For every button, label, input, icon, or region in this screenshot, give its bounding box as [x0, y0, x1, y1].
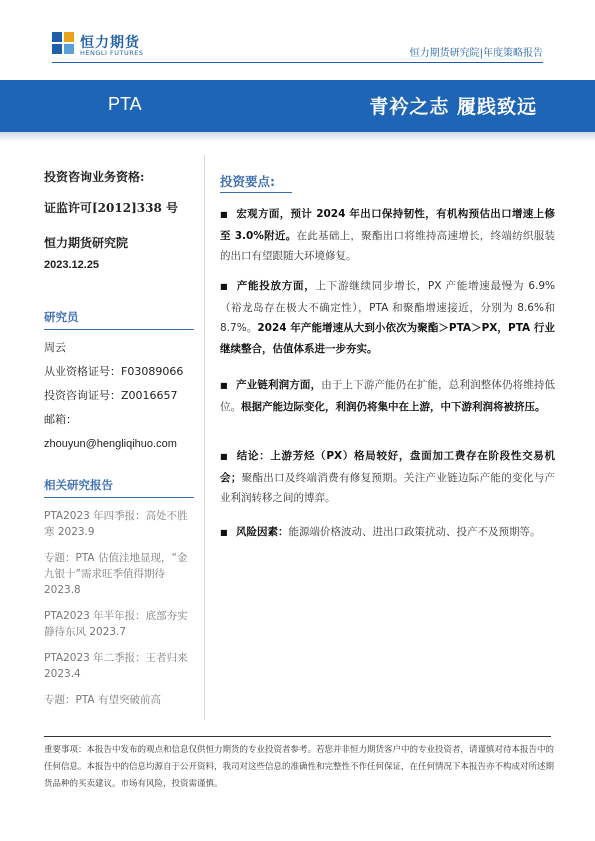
bullet-icon: ■ — [220, 381, 228, 390]
advisory-license: 投资咨询证号：Z0016657 — [44, 389, 178, 402]
key-point-text: 上下游继续同步增长，PX 产能增速最慢为 6.9%（裕龙岛存在极大不确定性），PTA 和聚酯增速接近，分别为 8.6%和 8.7%。 — [220, 280, 556, 334]
email-address[interactable]: zhouyun@hengliqihuo.com — [44, 438, 177, 450]
key-points-title: 投资要点: — [220, 174, 275, 189]
institute-name: 恒力期货研究院 — [44, 236, 129, 250]
key-point-bold: 宏观方面，预计 2024 年出口保持韧性，有机构预估出口增速上修至 3.0%附近。 — [220, 208, 555, 242]
key-point-bold: 产能投放方面， — [236, 280, 316, 292]
key-point-bold: 结论：上游芳烃（PX）格局较好，盘面加工费存在阶段性交易机会； — [220, 450, 555, 484]
key-points-header — [220, 172, 555, 190]
related-section-header — [44, 477, 194, 498]
banner-shadow — [0, 132, 595, 142]
bullet-icon: ■ — [220, 528, 228, 537]
footer-divider — [44, 736, 551, 737]
bullet-icon: ■ — [220, 282, 228, 291]
key-point-bold-tail: 根据产能边际变化，利润仍将集中在上游，中下游利润将被挤压。 — [241, 400, 546, 413]
left-column — [44, 168, 194, 271]
logo-mark-icon — [52, 32, 74, 54]
qualification-value: 证监许可[2012]338 号 — [44, 201, 178, 215]
key-point-text: 由于上下游产能仍在扩能，总利润整体仍将维持低位。 — [220, 379, 556, 413]
section-underline — [44, 497, 194, 498]
logo-text-en: HENGLI FUTURES — [80, 49, 144, 57]
qualification-label: 投资咨询业务资格: — [44, 170, 145, 184]
key-point-capacity — [220, 276, 555, 359]
email-label: 邮箱： — [44, 413, 77, 426]
key-point-profit — [220, 375, 555, 417]
key-point-text: 聚酯出口及终端消费有修复预期。关注产业链边际产能的变化与产业利润转移之间的博弈。 — [220, 471, 556, 504]
analyst-section-title: 研究员 — [44, 310, 79, 324]
related-report-item[interactable]: 专题：PTA 有望突破前高 — [44, 694, 161, 706]
product-name: PTA — [108, 94, 142, 114]
key-point-conclusion — [220, 446, 555, 509]
key-point-text: 能源端价格波动、进出口政策扰动、投产不及预期等。 — [288, 526, 541, 538]
related-report-item[interactable]: PTA2023 年二季报：王者归来 2023.4 — [44, 652, 188, 680]
key-point-text: 在此基础上，聚酯出口将维持高速增长，终端纺织服装的出口有望跟随大环境修复。 — [220, 229, 556, 262]
column-divider — [204, 155, 205, 720]
disclaimer-text: 重要事项：本报告中发布的观点和信息仅供恒力期货的专业投资者参考。若您并非恒力期货客户中的专业投资者，请谨慎对待本报告中的任何信息。本报告中的信息均源自于公开资料，我司对这些信息的准确性和完整性不作任何保证，在任何情况下本报告亦不构成对所述期货品种的买卖建议。市场有风险，投资需谨慎。 — [44, 745, 555, 789]
related-report-item[interactable]: 专题：PTA 估值洼地显现，“金九银十”需求旺季值得期待 2023.8 — [44, 552, 188, 596]
key-points-underline — [220, 192, 292, 193]
bullet-icon: ■ — [220, 210, 228, 219]
report-title: 青衿之志 履践致远 — [369, 96, 537, 118]
key-point-bold: 产业链利润方面， — [236, 379, 322, 391]
practice-license: 从业资格证号：F03089066 — [44, 365, 184, 378]
analyst-name: 周云 — [44, 341, 66, 354]
section-underline — [44, 329, 194, 330]
analyst-info — [44, 336, 199, 456]
related-section-title: 相关研究报告 — [44, 478, 113, 492]
key-point-macro — [220, 204, 555, 267]
report-category: 恒力期货研究院|年度策略报告 — [409, 48, 543, 59]
related-report-item[interactable]: PTA2023 年四季报：高处不胜寒 2023.9 — [44, 510, 188, 538]
header-divider — [52, 62, 543, 63]
analyst-section-header — [44, 309, 194, 330]
key-point-bold: 风险因素： — [236, 526, 289, 538]
title-banner — [0, 80, 595, 132]
report-date: 2023.12.25 — [44, 259, 100, 271]
logo-text-cn: 恒力期货 — [80, 35, 140, 51]
bullet-icon: ■ — [220, 452, 228, 461]
key-point-bold-tail: 2024 年产能增速从大到小依次为聚酯＞PTA＞PX，PTA 行业继续整合，估值体系进一步夯实。 — [220, 322, 555, 355]
key-point-risk — [220, 522, 555, 544]
related-reports-list — [44, 508, 194, 718]
company-logo — [52, 32, 162, 60]
related-report-item[interactable]: PTA2023 年半年报：底部夯实 静待东风 2023.7 — [44, 610, 188, 638]
